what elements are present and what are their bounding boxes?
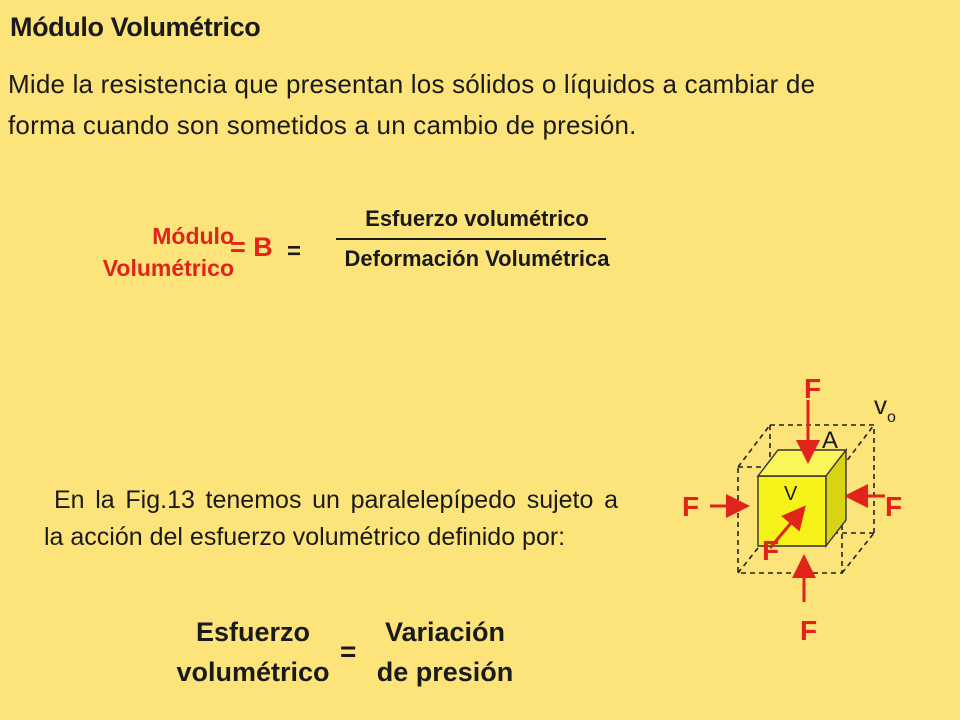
bulk-modulus-label: [84, 220, 234, 284]
pressure-variation-label: [370, 612, 520, 692]
compressed-cube-figure: [680, 370, 920, 660]
force-label-bottom: F: [800, 615, 818, 646]
equals-sign: =: [287, 238, 302, 265]
volumetric-stress-line2: volumétrico: [176, 657, 330, 687]
intro-text: Mide la resistencia que presentan los sólidos o líquidos a cambiar de forma cuando son sometidos a un cambio de presión.: [8, 69, 816, 140]
force-label-right: F: [885, 491, 903, 522]
outer-volume-letter: v: [874, 390, 887, 420]
pressure-variation-line2: de presión: [376, 657, 514, 687]
bulk-modulus-label-line1: Módulo: [152, 223, 234, 249]
inner-volume-label: V: [784, 483, 798, 505]
force-label-left: F: [682, 491, 700, 522]
outer-volume-label: [874, 390, 896, 426]
volumetric-stress-label: [168, 612, 338, 692]
bulk-modulus-fraction: [322, 206, 632, 272]
inner-cube: [758, 450, 846, 546]
figure-description-text: En la Fig.13 tenemos un paralelepípedo sujeto a la acción del esfuerzo volumétrico definido por:: [44, 486, 618, 551]
area-label: A: [822, 427, 839, 454]
figure-description: [44, 482, 618, 556]
stress-equals-sign: =: [340, 636, 357, 667]
page-title: Módulo Volumétrico: [10, 12, 261, 42]
pressure-variation-line1: Variación: [384, 617, 506, 647]
force-label-front: F: [762, 535, 780, 566]
force-label-top: F: [804, 373, 822, 404]
outer-volume-subscript: o: [887, 409, 896, 426]
volumetric-stress-line1: Esfuerzo: [195, 617, 311, 647]
fraction-denominator: Deformación Volumétrica: [344, 246, 610, 271]
bulk-modulus-label-line2: Volumétrico: [102, 255, 234, 281]
fraction-numerator: Esfuerzo volumétrico: [365, 206, 589, 231]
equals-b-symbol: = B: [230, 232, 273, 262]
